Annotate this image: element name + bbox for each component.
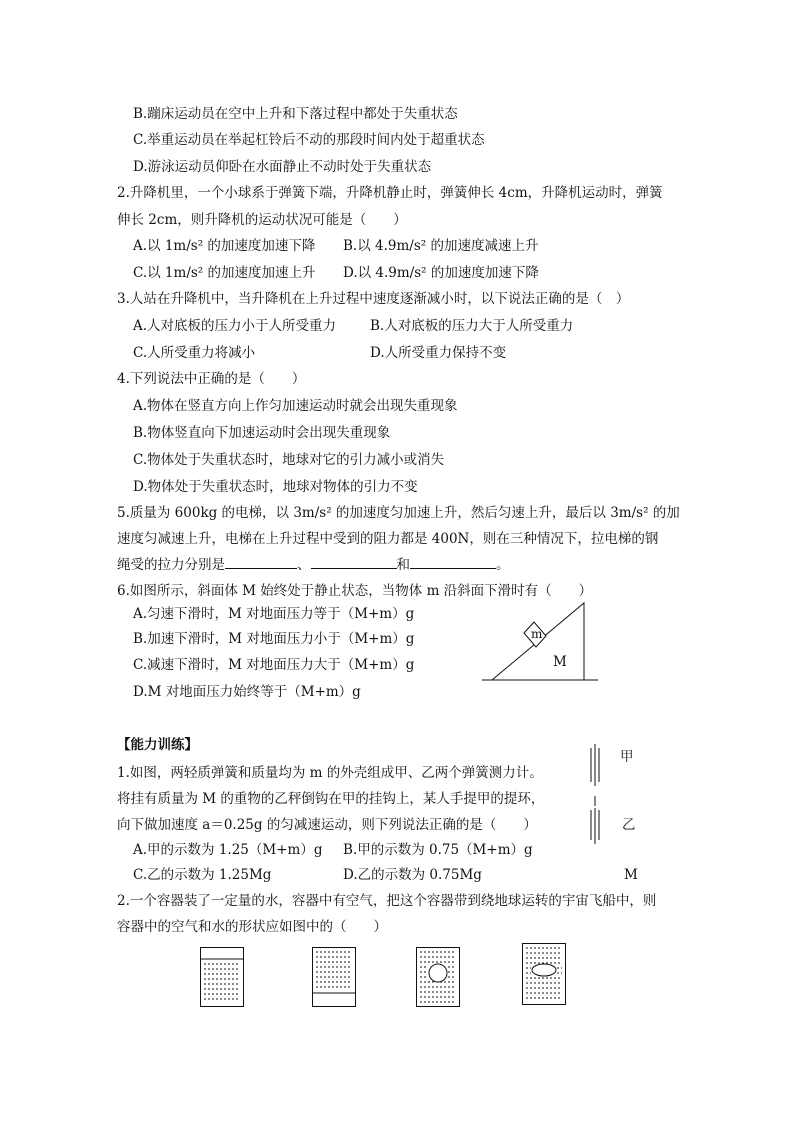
q6-option-b: B.加速下滑时，M 对地面压力小于（M+m）g: [133, 631, 415, 647]
scale-yi-label: 乙: [622, 817, 636, 833]
ex1-option-a: A.甲的示数为 1.25（M+m）g: [133, 842, 323, 858]
q4-option-b: B.物体竖直向下加速运动时会出现失重现象: [133, 425, 391, 441]
container-option-1: [200, 947, 244, 1011]
q1-option-d: D.游泳运动员仰卧在水面静止不动时处于失重状态: [133, 159, 432, 175]
q3-stem: 3.人站在升降机中，当升降机在上升过程中速度逐渐减小时，以下说法正确的是（ ）: [117, 291, 630, 307]
ex1-stem-line3: 向下做加速度 a＝0.25g 的匀减速运动，则下列说法正确的是（ ）: [117, 817, 537, 833]
q6-option-a: A.匀速下滑时，M 对地面压力等于（M+m）g: [133, 606, 415, 622]
ex1-option-c: C.乙的示数为 1.25Mg: [133, 867, 272, 883]
ex1-option-b: B.甲的示数为 0.75（M+m）g: [343, 842, 533, 858]
air-bubble-round: [429, 964, 447, 982]
q2-option-c: C.以 1m/s² 的加速度加速上升: [133, 265, 316, 281]
q5-prefix: 绳受的拉力分别是: [117, 557, 225, 573]
ex1-stem-line1: 1.如图，两轻质弹簧和质量均为 m 的外壳组成甲、乙两个弹簧测力计。: [117, 765, 543, 781]
q3-option-b: B.人对底板的压力大于人所受重力: [370, 318, 574, 334]
ex1-stem-line2: 将挂有质量为 M 的重物的乙秤倒钩在甲的挂钩上，某人手提甲的提环，: [117, 791, 545, 807]
q4-option-a: A.物体在竖直方向上作匀加速运动时就会出现失重现象: [133, 398, 458, 414]
small-block-label: m: [531, 627, 543, 641]
q4-option-c: C.物体处于失重状态时，地球对它的引力减小或消失: [133, 452, 445, 468]
q5-blank-1[interactable]: [225, 556, 297, 569]
q2-option-b: B.以 4.9m/s² 的加速度减速上升: [343, 238, 539, 254]
section-heading: 【能力训练】: [117, 737, 198, 753]
incline-label: M: [553, 654, 567, 670]
q5-separator-2: 和: [396, 557, 410, 573]
q1-option-c: C.举重运动员在举起杠铃后不动的那段时间内处于超重状态: [133, 132, 485, 148]
q5-blank-2[interactable]: [311, 556, 397, 569]
q5-separator-1: 、: [297, 557, 311, 573]
ex2-stem-line2: 容器中的空气和水的形状应如图中的（ ）: [117, 919, 387, 935]
q4-stem: 4.下列说法中正确的是（ ）: [117, 371, 306, 387]
spring-scales-figure: [582, 740, 642, 885]
q2-option-a: A.以 1m/s² 的加速度加速下降: [133, 238, 316, 254]
q5-stem-line3: [117, 556, 510, 574]
q5-stem-line2: 速度匀减速上升，电梯在上升过程中受到的阻力都是 400N，则在三种情况下，拉电梯的钢: [117, 531, 659, 547]
q2-stem-line2: 伸长 2cm，则升降机的运动状况可能是（ ）: [117, 212, 407, 228]
incline-figure: [480, 595, 600, 687]
q3-option-d: D.人所受重力保持不变: [370, 345, 507, 361]
q5-blank-3[interactable]: [410, 556, 496, 569]
container-outline: [201, 948, 244, 1007]
weight-label: M: [624, 867, 638, 883]
q6-stem: 6.如图所示，斜面体 M 始终处于静止状态，当物体 m 沿斜面下滑时有（ ）: [117, 583, 593, 599]
ex1-option-d: D.乙的示数为 0.75Mg: [343, 867, 482, 883]
scale-jia-label: 甲: [620, 749, 634, 765]
q3-option-a: A.人对底板的压力小于人所受重力: [133, 318, 337, 334]
q2-stem-line1: 2.升降机里，一个小球系于弹簧下端，升降机静止时，弹簧伸长 4cm，升降机运动时，弹簧: [117, 185, 663, 201]
q4-option-d: D.物体处于失重状态时，地球对物体的引力不变: [133, 479, 418, 495]
q5-stem-line1: 5.质量为 600kg 的电梯，以 3m/s² 的加速度匀加速上升，然后匀速上升，最后以 3m/s² 的加: [117, 505, 680, 521]
ex2-stem-line1: 2.一个容器装了一定量的水，容器中有空气，把这个容器带到绕地球运转的宇宙飞船中，则: [117, 893, 657, 909]
q5-end: 。: [496, 557, 510, 573]
container-option-3: [416, 947, 460, 1011]
q2-option-d: D.以 4.9m/s² 的加速度加速下降: [343, 265, 539, 281]
q3-option-c: C.人所受重力将减小: [133, 345, 256, 361]
q1-option-b: B.蹦床运动员在空中上升和下落过程中都处于失重状态: [133, 106, 458, 122]
air-bubble-oval: [532, 964, 556, 976]
container-option-2: [312, 947, 356, 1011]
q6-option-d: D.M 对地面压力始终等于（M+m）g: [133, 684, 361, 700]
container-option-4: [522, 943, 566, 1009]
q6-option-c: C.减速下滑时，M 对地面压力大于（M+m）g: [133, 657, 415, 673]
